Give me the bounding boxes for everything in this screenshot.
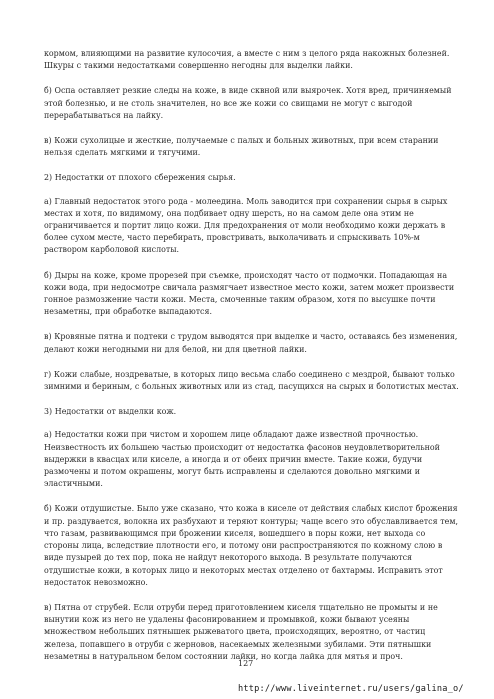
paragraph-b-blistered: б) Кожи отдушистые. Было уже сказано, что кожа в киселе от действия слабых кислот брожения и пр. раздувается, волокна их разбухают и теряют контуры; чаще всего это обуславливается тем, что газам, развивающимся при брожении киселя, вошедшего в поры кожи, нет выхода со стороны лица, вследствие плотности его, и потому они распространяются по кожному слою в виде пузырей до тех пор, пока не найдут некоторого выхода. В результате получаются отдушистые кожи, в которых лицо и некоторых местах отделено от бахтармы. Исправить этот недостаток невозможно. [44,504,458,587]
page-number: 127 [238,659,254,668]
paragraph-v-dry-skins: в) Кожи сухолицые и жесткие, получаемые с палых и больных животных, при всем старании нельзя сделать мягкими и тягучими. [44,136,439,158]
section-heading-storage: 2) Недостатки от плохого сбережения сырья. [44,173,236,183]
paragraph-v-blood-stains: в) Кровяные пятна и подтеки с трудом выводятся при выделке и часто, оставаясь без изменения, делают кожи негодными ни для белой, ни для цветной лайки. [44,332,458,354]
watermark-url: http://www.liveinternet.ru/users/galina_o/ [238,684,464,694]
paragraph-a-moth: а) Главный недостаток этого рода - молеедина. Моль заводится при сохранении сырья в сырых местах и хотя, по видимому, она подбивает одну шерсть, но на самом деле она этим не ограничивается и портит лицо кожи. Для предохранения от моли необходимо кожи держать в более сухом месте, часто перебирать, провстривать, выколачивать и спрыскивать 10%-м раствором карболовой кислоты. [44,196,448,255]
paragraph-b-holes: б) Дыры на коже, кроме прорезей при съемке, происходят часто от подмочки. Попадающая на кожи вода, при недосмотре свичала размягчает известное место кожи, затем может произвести гонное размозжение части кожи. Места, смоченные таким образом, хотя по высушке почти незаметны, при обработке выпадаются. [44,270,455,317]
body-text [44,48,460,676]
paragraph-a-defects: а) Недостатки кожи при чистом и хорошем лице обладают даже известной прочностью. Неизвестность их большею частью происходит от недостатка фасонов неудовлетворительной выдержки в квасцах или киселе, а иногда и от обеих причин вместе. Такие кожи, будучи размочены и потом окрашены, могут быть исправлены и сделаются довольно мягкими и эластичными. [44,430,440,489]
paragraph-b-smallpox: б) Оспа оставляет резкие следы на коже, в виде сквной или выярочек. Хотя вред, причиняемый этой болезнью, и не столь значителен, но все же кожи со свищами не могут с выгодой перерабатываться на лайку. [44,86,452,120]
paragraph-g-weak-skins: г) Кожи слабые, ноздреватые, в которых лицо весьма слабо соединено с мездрой, бывают только зимними и бериным, с больных животных или из стад, пасущихся на сырых и болотистых местах. [44,369,459,392]
paragraph-v-bran-spots: в) Пятна от струбей. Если отруби перед приготовлением киселя тщательно не промыты и не вынутии кож из него не удалены фасонированием и промывкой, кожи бывают усеяны множеством небольших пятнышек рыжеватого цвета, происходящих, вероятно, от частиц железа, попавшего в отруби с жерновов, насекаемых железными зубилами. Эти пятнышки незаметны в натуральном белом состоянии лайки, но когда лайка для мятья и проч. [44,602,438,661]
section-heading-tanning: 3) Недостатки от выделки кож. [44,407,177,417]
paragraph-continuation: кормом, влияющими на развитие кулосочия, а вместе с ним з целого ряда накожных болезней. Шкуры с такими недостатками совершенно негодны для выделки лайки. [44,49,450,71]
